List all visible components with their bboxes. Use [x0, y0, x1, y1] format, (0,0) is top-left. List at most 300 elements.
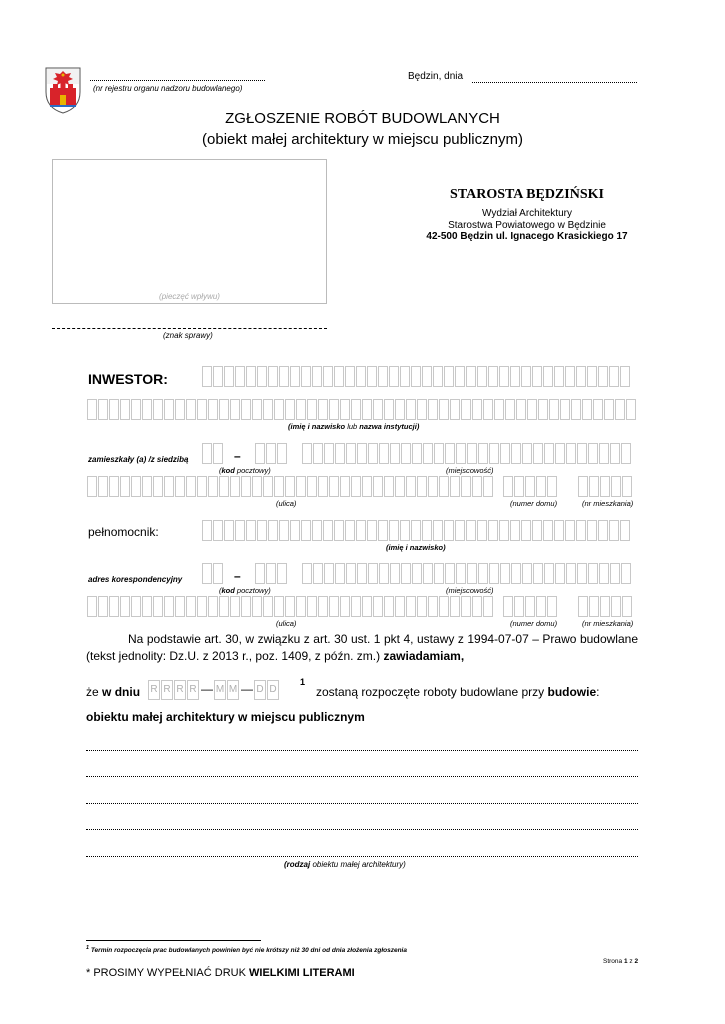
- input-cell[interactable]: [571, 399, 581, 420]
- input-cell[interactable]: [175, 399, 185, 420]
- input-cell[interactable]: [268, 366, 278, 387]
- proxy-street-cells[interactable]: [87, 596, 494, 617]
- input-cell[interactable]: [445, 563, 455, 584]
- input-cell[interactable]: [626, 399, 636, 420]
- input-cell[interactable]: [522, 563, 532, 584]
- input-cell[interactable]: [290, 366, 300, 387]
- input-cell[interactable]: [439, 596, 449, 617]
- input-cell[interactable]: [499, 520, 509, 541]
- input-cell[interactable]: [611, 476, 621, 497]
- input-cell[interactable]: [543, 366, 553, 387]
- input-cell[interactable]: [367, 366, 377, 387]
- input-cell[interactable]: [622, 476, 632, 497]
- input-cell[interactable]: [378, 520, 388, 541]
- input-cell[interactable]: [412, 563, 422, 584]
- input-cell[interactable]: [384, 596, 394, 617]
- input-cell[interactable]: [323, 520, 333, 541]
- input-cell[interactable]: [290, 520, 300, 541]
- input-cell[interactable]: [422, 366, 432, 387]
- input-cell[interactable]: [340, 476, 350, 497]
- input-cell[interactable]: [164, 399, 174, 420]
- input-cell[interactable]: [445, 443, 455, 464]
- input-cell[interactable]: [219, 596, 229, 617]
- input-cell[interactable]: [538, 399, 548, 420]
- input-cell[interactable]: [285, 596, 295, 617]
- input-cell[interactable]: [560, 399, 570, 420]
- input-cell[interactable]: [489, 563, 499, 584]
- input-cell[interactable]: [610, 443, 620, 464]
- input-cell[interactable]: [477, 520, 487, 541]
- input-cell[interactable]: [301, 366, 311, 387]
- input-cell[interactable]: [302, 563, 312, 584]
- input-cell[interactable]: [109, 476, 119, 497]
- object-description-line[interactable]: [86, 776, 638, 777]
- input-cell[interactable]: [521, 520, 531, 541]
- input-cell[interactable]: [313, 563, 323, 584]
- input-cell[interactable]: [230, 399, 240, 420]
- input-cell[interactable]: [285, 476, 295, 497]
- input-cell[interactable]: [296, 596, 306, 617]
- input-cell[interactable]: [356, 366, 366, 387]
- input-cell[interactable]: [120, 476, 130, 497]
- date-cell[interactable]: D: [267, 680, 279, 700]
- input-cell[interactable]: [263, 596, 273, 617]
- input-cell[interactable]: [235, 520, 245, 541]
- input-cell[interactable]: [514, 476, 524, 497]
- input-cell[interactable]: [368, 563, 378, 584]
- input-cell[interactable]: [255, 443, 265, 464]
- input-cell[interactable]: [483, 399, 493, 420]
- input-cell[interactable]: [565, 366, 575, 387]
- date-cell[interactable]: R: [187, 680, 199, 700]
- date-cell[interactable]: D: [254, 680, 266, 700]
- input-cell[interactable]: [500, 563, 510, 584]
- input-cell[interactable]: [417, 399, 427, 420]
- investor-city-cells[interactable]: [302, 443, 632, 464]
- input-cell[interactable]: [598, 520, 608, 541]
- input-cell[interactable]: [120, 596, 130, 617]
- input-cell[interactable]: [577, 443, 587, 464]
- input-cell[interactable]: [186, 596, 196, 617]
- input-cell[interactable]: [578, 596, 588, 617]
- input-cell[interactable]: [450, 596, 460, 617]
- input-cell[interactable]: [241, 399, 251, 420]
- input-cell[interactable]: [400, 520, 410, 541]
- input-cell[interactable]: [500, 443, 510, 464]
- input-cell[interactable]: [357, 563, 367, 584]
- input-cell[interactable]: [522, 443, 532, 464]
- input-cell[interactable]: [241, 596, 251, 617]
- start-date-cells[interactable]: [148, 680, 280, 700]
- input-cell[interactable]: [565, 520, 575, 541]
- investor-house-cells[interactable]: [503, 476, 558, 497]
- input-cell[interactable]: [224, 520, 234, 541]
- input-cell[interactable]: [489, 443, 499, 464]
- input-cell[interactable]: [466, 366, 476, 387]
- input-cell[interactable]: [401, 563, 411, 584]
- input-cell[interactable]: [329, 476, 339, 497]
- input-cell[interactable]: [384, 399, 394, 420]
- input-cell[interactable]: [340, 399, 350, 420]
- investor-street-cells[interactable]: [87, 476, 494, 497]
- input-cell[interactable]: [323, 366, 333, 387]
- input-cell[interactable]: [467, 443, 477, 464]
- input-cell[interactable]: [246, 520, 256, 541]
- input-cell[interactable]: [525, 476, 535, 497]
- input-cell[interactable]: [555, 563, 565, 584]
- input-cell[interactable]: [329, 399, 339, 420]
- input-cell[interactable]: [241, 476, 251, 497]
- input-cell[interactable]: [208, 399, 218, 420]
- input-cell[interactable]: [202, 520, 212, 541]
- input-cell[interactable]: [395, 476, 405, 497]
- input-cell[interactable]: [395, 596, 405, 617]
- input-cell[interactable]: [98, 476, 108, 497]
- input-cell[interactable]: [373, 399, 383, 420]
- input-cell[interactable]: [544, 443, 554, 464]
- input-cell[interactable]: [362, 596, 372, 617]
- input-cell[interactable]: [208, 476, 218, 497]
- input-cell[interactable]: [521, 366, 531, 387]
- input-cell[interactable]: [472, 399, 482, 420]
- input-cell[interactable]: [153, 596, 163, 617]
- input-cell[interactable]: [373, 476, 383, 497]
- input-cell[interactable]: [621, 443, 631, 464]
- input-cell[interactable]: [312, 520, 322, 541]
- input-cell[interactable]: [252, 476, 262, 497]
- input-cell[interactable]: [434, 443, 444, 464]
- input-cell[interactable]: [549, 399, 559, 420]
- input-cell[interactable]: [208, 596, 218, 617]
- object-description-line[interactable]: [86, 803, 638, 804]
- input-cell[interactable]: [335, 443, 345, 464]
- input-cell[interactable]: [477, 366, 487, 387]
- object-description-line[interactable]: [86, 750, 638, 751]
- input-cell[interactable]: [620, 520, 630, 541]
- object-description-line[interactable]: [86, 856, 638, 857]
- registry-number-field[interactable]: [90, 80, 265, 81]
- input-cell[interactable]: [494, 399, 504, 420]
- input-cell[interactable]: [466, 520, 476, 541]
- input-cell[interactable]: [600, 476, 610, 497]
- input-cell[interactable]: [423, 563, 433, 584]
- input-cell[interactable]: [543, 520, 553, 541]
- input-cell[interactable]: [455, 366, 465, 387]
- input-cell[interactable]: [324, 563, 334, 584]
- input-cell[interactable]: [554, 520, 564, 541]
- input-cell[interactable]: [153, 399, 163, 420]
- input-cell[interactable]: [307, 596, 317, 617]
- input-cell[interactable]: [428, 596, 438, 617]
- input-cell[interactable]: [439, 476, 449, 497]
- input-cell[interactable]: [423, 443, 433, 464]
- input-cell[interactable]: [547, 476, 557, 497]
- input-cell[interactable]: [378, 366, 388, 387]
- input-cell[interactable]: [450, 399, 460, 420]
- input-cell[interactable]: [346, 443, 356, 464]
- input-cell[interactable]: [461, 596, 471, 617]
- input-cell[interactable]: [511, 563, 521, 584]
- input-cell[interactable]: [279, 520, 289, 541]
- input-cell[interactable]: [610, 563, 620, 584]
- input-cell[interactable]: [335, 563, 345, 584]
- input-cell[interactable]: [213, 443, 223, 464]
- input-cell[interactable]: [593, 399, 603, 420]
- input-cell[interactable]: [379, 563, 389, 584]
- input-cell[interactable]: [599, 563, 609, 584]
- investor-name-cells-row1[interactable]: [202, 366, 631, 387]
- input-cell[interactable]: [367, 520, 377, 541]
- input-cell[interactable]: [615, 399, 625, 420]
- input-cell[interactable]: [164, 476, 174, 497]
- input-cell[interactable]: [576, 366, 586, 387]
- input-cell[interactable]: [131, 596, 141, 617]
- input-cell[interactable]: [202, 443, 212, 464]
- input-cell[interactable]: [566, 563, 576, 584]
- input-cell[interactable]: [357, 443, 367, 464]
- input-cell[interactable]: [566, 443, 576, 464]
- date-cell[interactable]: M: [227, 680, 239, 700]
- input-cell[interactable]: [109, 399, 119, 420]
- proxy-name-cells[interactable]: [202, 520, 631, 541]
- input-cell[interactable]: [373, 596, 383, 617]
- input-cell[interactable]: [268, 520, 278, 541]
- input-cell[interactable]: [302, 443, 312, 464]
- input-cell[interactable]: [312, 366, 322, 387]
- input-cell[interactable]: [472, 476, 482, 497]
- date-cell[interactable]: R: [148, 680, 160, 700]
- input-cell[interactable]: [588, 443, 598, 464]
- input-cell[interactable]: [555, 443, 565, 464]
- input-cell[interactable]: [224, 366, 234, 387]
- input-cell[interactable]: [257, 520, 267, 541]
- input-cell[interactable]: [611, 596, 621, 617]
- input-cell[interactable]: [307, 476, 317, 497]
- input-cell[interactable]: [197, 476, 207, 497]
- input-cell[interactable]: [351, 596, 361, 617]
- input-cell[interactable]: [444, 520, 454, 541]
- input-cell[interactable]: [621, 563, 631, 584]
- input-cell[interactable]: [511, 443, 521, 464]
- input-cell[interactable]: [578, 476, 588, 497]
- input-cell[interactable]: [263, 399, 273, 420]
- date-cell[interactable]: R: [161, 680, 173, 700]
- input-cell[interactable]: [554, 366, 564, 387]
- investor-postal-cells-b[interactable]: [255, 443, 288, 464]
- input-cell[interactable]: [230, 596, 240, 617]
- input-cell[interactable]: [279, 366, 289, 387]
- input-cell[interactable]: [324, 443, 334, 464]
- input-cell[interactable]: [266, 563, 276, 584]
- input-cell[interactable]: [98, 596, 108, 617]
- input-cell[interactable]: [483, 596, 493, 617]
- input-cell[interactable]: [598, 366, 608, 387]
- input-cell[interactable]: [417, 476, 427, 497]
- input-cell[interactable]: [131, 399, 141, 420]
- input-cell[interactable]: [362, 476, 372, 497]
- input-cell[interactable]: [274, 596, 284, 617]
- input-cell[interactable]: [368, 443, 378, 464]
- input-cell[interactable]: [334, 520, 344, 541]
- input-cell[interactable]: [120, 399, 130, 420]
- input-cell[interactable]: [533, 563, 543, 584]
- input-cell[interactable]: [503, 596, 513, 617]
- input-cell[interactable]: [255, 563, 265, 584]
- input-cell[interactable]: [379, 443, 389, 464]
- input-cell[interactable]: [318, 596, 328, 617]
- case-number-field[interactable]: [52, 328, 327, 329]
- input-cell[interactable]: [488, 366, 498, 387]
- input-cell[interactable]: [401, 443, 411, 464]
- input-cell[interactable]: [351, 399, 361, 420]
- input-cell[interactable]: [87, 399, 97, 420]
- input-cell[interactable]: [609, 366, 619, 387]
- input-cell[interactable]: [428, 476, 438, 497]
- input-cell[interactable]: [334, 366, 344, 387]
- input-cell[interactable]: [197, 399, 207, 420]
- input-cell[interactable]: [455, 520, 465, 541]
- input-cell[interactable]: [362, 399, 372, 420]
- input-cell[interactable]: [428, 399, 438, 420]
- input-cell[interactable]: [390, 443, 400, 464]
- input-cell[interactable]: [532, 366, 542, 387]
- input-cell[interactable]: [499, 366, 509, 387]
- input-cell[interactable]: [503, 476, 513, 497]
- input-cell[interactable]: [87, 596, 97, 617]
- input-cell[interactable]: [525, 596, 535, 617]
- input-cell[interactable]: [252, 399, 262, 420]
- input-cell[interactable]: [483, 476, 493, 497]
- input-cell[interactable]: [587, 366, 597, 387]
- input-cell[interactable]: [285, 399, 295, 420]
- input-cell[interactable]: [202, 366, 212, 387]
- investor-postal-cells-a[interactable]: [202, 443, 224, 464]
- input-cell[interactable]: [433, 366, 443, 387]
- input-cell[interactable]: [547, 596, 557, 617]
- investor-name-cells-row2[interactable]: [87, 399, 637, 420]
- input-cell[interactable]: [351, 476, 361, 497]
- date-cell[interactable]: M: [214, 680, 226, 700]
- input-cell[interactable]: [109, 596, 119, 617]
- input-cell[interactable]: [444, 366, 454, 387]
- input-cell[interactable]: [274, 399, 284, 420]
- proxy-flat-cells[interactable]: [578, 596, 633, 617]
- input-cell[interactable]: [620, 366, 630, 387]
- input-cell[interactable]: [87, 476, 97, 497]
- input-cell[interactable]: [433, 520, 443, 541]
- input-cell[interactable]: [395, 399, 405, 420]
- input-cell[interactable]: [406, 399, 416, 420]
- input-cell[interactable]: [533, 443, 543, 464]
- input-cell[interactable]: [313, 443, 323, 464]
- input-cell[interactable]: [439, 399, 449, 420]
- input-cell[interactable]: [340, 596, 350, 617]
- input-cell[interactable]: [277, 563, 287, 584]
- input-cell[interactable]: [456, 443, 466, 464]
- input-cell[interactable]: [318, 476, 328, 497]
- input-cell[interactable]: [384, 476, 394, 497]
- input-cell[interactable]: [576, 520, 586, 541]
- input-cell[interactable]: [131, 476, 141, 497]
- input-cell[interactable]: [301, 520, 311, 541]
- date-field[interactable]: [472, 82, 637, 83]
- input-cell[interactable]: [582, 399, 592, 420]
- input-cell[interactable]: [252, 596, 262, 617]
- input-cell[interactable]: [307, 399, 317, 420]
- proxy-postal-cells-a[interactable]: [202, 563, 224, 584]
- input-cell[interactable]: [345, 520, 355, 541]
- input-cell[interactable]: [472, 596, 482, 617]
- input-cell[interactable]: [417, 596, 427, 617]
- input-cell[interactable]: [488, 520, 498, 541]
- input-cell[interactable]: [246, 366, 256, 387]
- input-cell[interactable]: [587, 520, 597, 541]
- input-cell[interactable]: [235, 366, 245, 387]
- input-cell[interactable]: [329, 596, 339, 617]
- input-cell[interactable]: [600, 596, 610, 617]
- input-cell[interactable]: [599, 443, 609, 464]
- input-cell[interactable]: [277, 443, 287, 464]
- input-cell[interactable]: [142, 596, 152, 617]
- input-cell[interactable]: [390, 563, 400, 584]
- input-cell[interactable]: [588, 563, 598, 584]
- input-cell[interactable]: [175, 476, 185, 497]
- input-cell[interactable]: [406, 476, 416, 497]
- input-cell[interactable]: [98, 399, 108, 420]
- input-cell[interactable]: [153, 476, 163, 497]
- input-cell[interactable]: [450, 476, 460, 497]
- input-cell[interactable]: [202, 563, 212, 584]
- input-cell[interactable]: [274, 476, 284, 497]
- input-cell[interactable]: [213, 563, 223, 584]
- input-cell[interactable]: [296, 476, 306, 497]
- input-cell[interactable]: [604, 399, 614, 420]
- investor-flat-cells[interactable]: [578, 476, 633, 497]
- input-cell[interactable]: [230, 476, 240, 497]
- input-cell[interactable]: [532, 520, 542, 541]
- date-cell[interactable]: R: [174, 680, 186, 700]
- input-cell[interactable]: [577, 563, 587, 584]
- input-cell[interactable]: [142, 399, 152, 420]
- input-cell[interactable]: [197, 596, 207, 617]
- input-cell[interactable]: [516, 399, 526, 420]
- input-cell[interactable]: [296, 399, 306, 420]
- input-cell[interactable]: [589, 596, 599, 617]
- input-cell[interactable]: [175, 596, 185, 617]
- input-cell[interactable]: [514, 596, 524, 617]
- input-cell[interactable]: [510, 520, 520, 541]
- input-cell[interactable]: [609, 520, 619, 541]
- input-cell[interactable]: [389, 520, 399, 541]
- input-cell[interactable]: [536, 596, 546, 617]
- input-cell[interactable]: [186, 476, 196, 497]
- input-cell[interactable]: [412, 443, 422, 464]
- input-cell[interactable]: [422, 520, 432, 541]
- proxy-house-cells[interactable]: [503, 596, 558, 617]
- input-cell[interactable]: [589, 476, 599, 497]
- input-cell[interactable]: [411, 520, 421, 541]
- input-cell[interactable]: [219, 476, 229, 497]
- input-cell[interactable]: [510, 366, 520, 387]
- input-cell[interactable]: [164, 596, 174, 617]
- object-description-line[interactable]: [86, 829, 638, 830]
- input-cell[interactable]: [622, 596, 632, 617]
- input-cell[interactable]: [478, 563, 488, 584]
- input-cell[interactable]: [505, 399, 515, 420]
- input-cell[interactable]: [434, 563, 444, 584]
- input-cell[interactable]: [257, 366, 267, 387]
- input-cell[interactable]: [478, 443, 488, 464]
